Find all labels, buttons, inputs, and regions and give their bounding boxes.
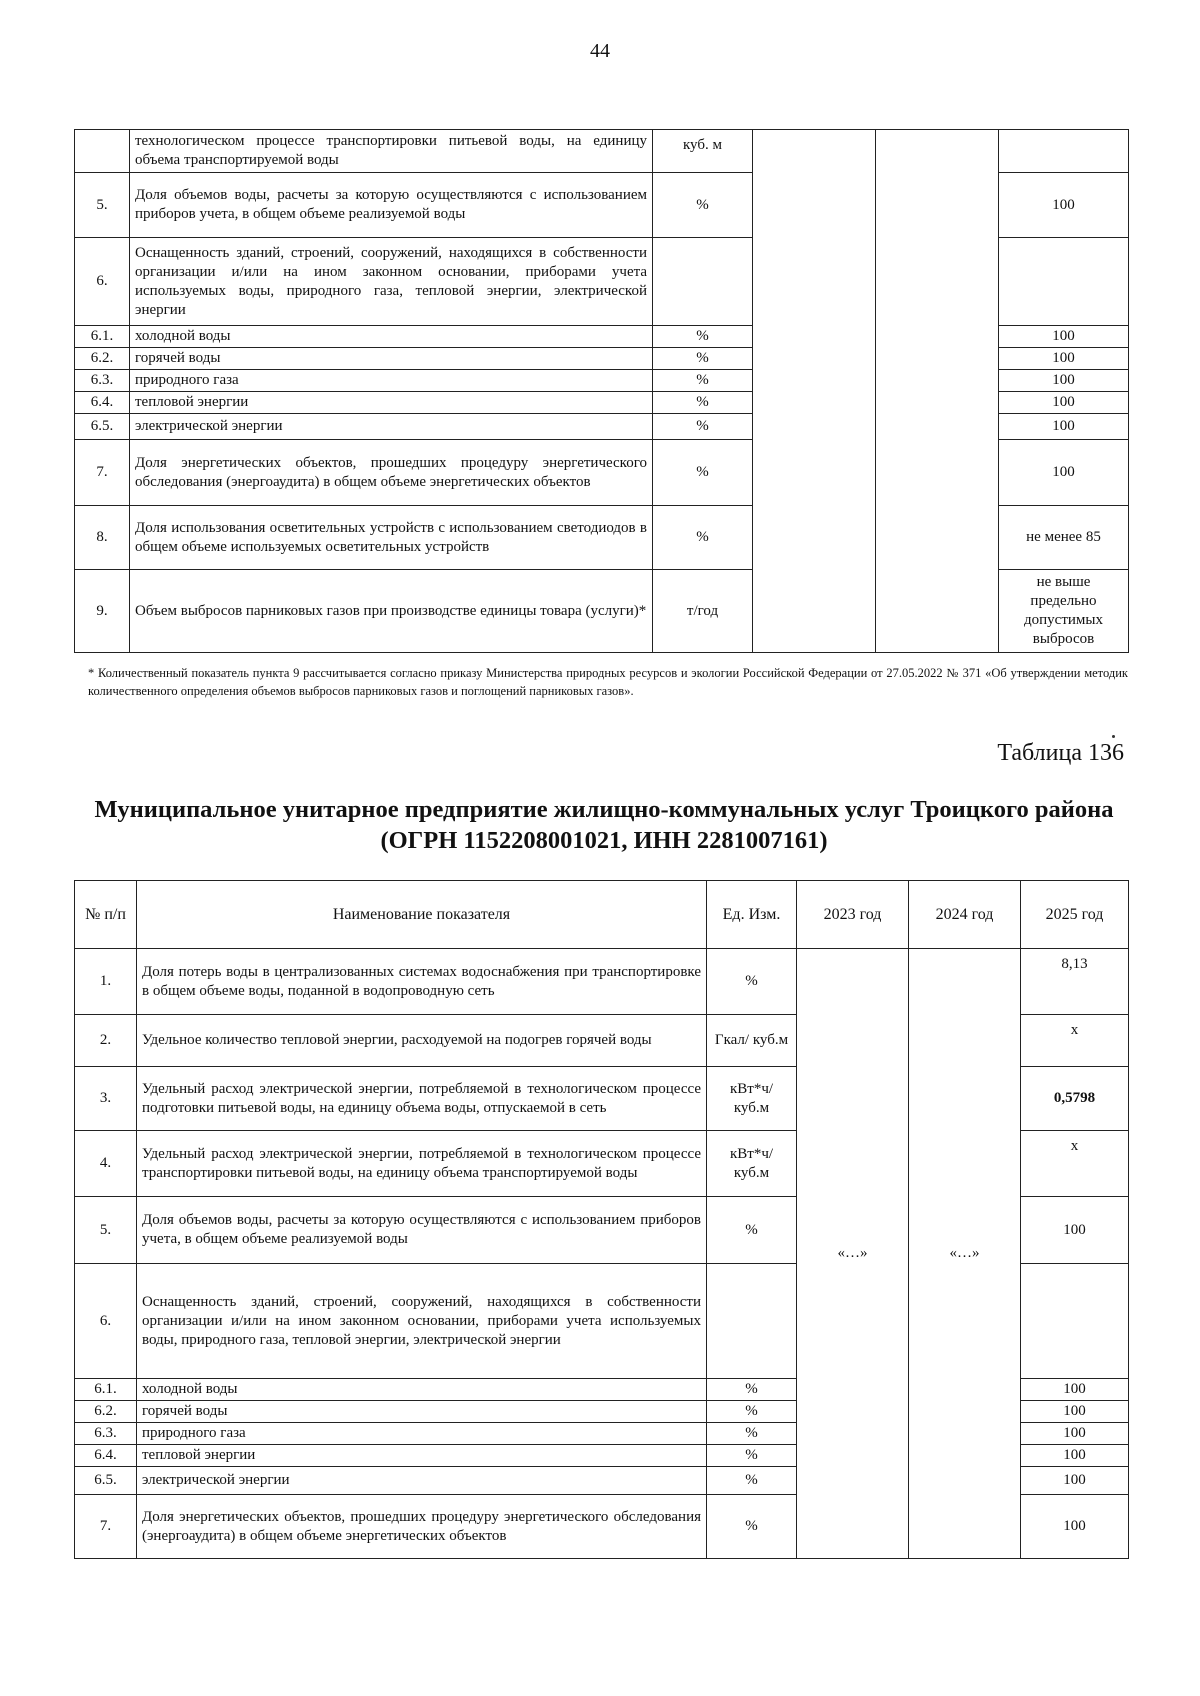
row-number: 6.2. [75, 348, 130, 370]
row-number: 6.2. [75, 1401, 137, 1423]
page-number: 44 [590, 40, 610, 62]
unit: % [707, 1197, 797, 1264]
unit: % [653, 440, 753, 506]
unit: куб. м [653, 130, 753, 173]
unit: % [653, 326, 753, 348]
value: 100 [999, 348, 1129, 370]
indicator-name: Доля объемов воды, расчеты за которую осуществляются с использованием приборов учета, в общем объеме реализуемой воды [137, 1197, 707, 1264]
continuation-table [74, 129, 1129, 653]
row-number: 7. [75, 440, 130, 506]
unit: Гкал/ куб.м [707, 1015, 797, 1067]
unit: т/год [653, 570, 753, 653]
value-2025: х [1021, 1015, 1129, 1067]
value-2025: 8,13 [1021, 949, 1129, 1015]
row-number: 9. [75, 570, 130, 653]
row-number: 2. [75, 1015, 137, 1067]
value-2025: 100 [1021, 1467, 1129, 1495]
indicator-name: природного газа [137, 1423, 707, 1445]
indicator-name: электрической энергии [137, 1467, 707, 1495]
row-number: 6.4. [75, 392, 130, 414]
indicator-name: Доля объемов воды, расчеты за которую осуществляются с использованием приборов учета, в общем объеме реализуемой воды [130, 173, 653, 238]
indicator-name: тепловой энергии [137, 1445, 707, 1467]
unit: % [707, 1379, 797, 1401]
unit: % [707, 1467, 797, 1495]
row-number: 5. [75, 1197, 137, 1264]
indicator-name: Удельный расход электрической энергии, потребляемой в технологическом процессе подготовки питьевой воды, на единицу объема воды, отпускаемой в сеть [137, 1067, 707, 1131]
footnote: * Количественный показатель пункта 9 рассчитывается согласно приказу Министерства природных ресурсов и экологии Российской Федерации от 27.05.2022 № 371 «Об утверждении методик количественного определения объемов выбросов парниковых газов и поглощений парниковых газов». [88, 666, 1128, 698]
header-number: № п/п [75, 881, 137, 949]
row-number: 6.1. [75, 326, 130, 348]
indicator-name: холодной воды [137, 1379, 707, 1401]
unit [653, 238, 753, 326]
value: 100 [999, 440, 1129, 506]
indicator-name: тепловой энергии [130, 392, 653, 414]
value [999, 130, 1129, 173]
value: 100 [999, 370, 1129, 392]
organization-registration: (ОГРН 1152208001021, ИНН 2281007161) [380, 827, 828, 854]
scan-dot [1112, 735, 1115, 738]
indicator-name: Доля использования осветительных устройств с использованием светодиодов в общем объеме используемых осветительных устройств [130, 506, 653, 570]
unit: кВт*ч/ куб.м [707, 1067, 797, 1131]
value: 100 [999, 326, 1129, 348]
indicator-name: природного газа [130, 370, 653, 392]
value: 100 [999, 392, 1129, 414]
year-2023-merged-cell: «…» [797, 949, 909, 1559]
indicator-name: Удельный расход электрической энергии, потребляемой в технологическом процессе транспортировки питьевой воды, на единицу объема транспортируемой воды [137, 1131, 707, 1197]
table-label: Таблица 136 [997, 740, 1124, 766]
value-2025: 0,5798 [1021, 1067, 1129, 1131]
value-2025: 100 [1021, 1401, 1129, 1423]
row-number: 8. [75, 506, 130, 570]
row-number: 6.4. [75, 1445, 137, 1467]
table-row [75, 949, 1129, 1015]
indicator-name: Удельное количество тепловой энергии, расходуемой на подогрев горячей воды [137, 1015, 707, 1067]
indicator-name: Объем выбросов парниковых газов при производстве единицы товара (услуги)* [130, 570, 653, 653]
value: не выше предельно допустимых выбросов [999, 570, 1129, 653]
row-number: 6.5. [75, 1467, 137, 1495]
unit: % [707, 1423, 797, 1445]
unit: % [707, 1445, 797, 1467]
row-number: 6. [75, 238, 130, 326]
row-number: 7. [75, 1495, 137, 1559]
value-2025 [1021, 1264, 1129, 1379]
row-number: 6.1. [75, 1379, 137, 1401]
indicator-name: Доля энергетических объектов, прошедших процедуру энергетического обследования (энергоаудита) в общем объеме энергетических объектов [137, 1495, 707, 1559]
row-number: 6.3. [75, 370, 130, 392]
unit: % [653, 506, 753, 570]
organization-name: Муниципальное унитарное предприятие жилищно-коммунальных услуг Троицкого района [94, 796, 1114, 823]
organization-title [74, 794, 1134, 856]
value: 100 [999, 414, 1129, 440]
value [999, 238, 1129, 326]
value-2025: 100 [1021, 1197, 1129, 1264]
value: 100 [999, 173, 1129, 238]
unit: кВт*ч/ куб.м [707, 1131, 797, 1197]
row-number [75, 130, 130, 173]
indicators-table [74, 880, 1129, 1559]
unit: % [653, 370, 753, 392]
header-2024: 2024 год [909, 881, 1021, 949]
row-number: 6.5. [75, 414, 130, 440]
indicator-name: горячей воды [137, 1401, 707, 1423]
value-2025: 100 [1021, 1445, 1129, 1467]
value-2025: 100 [1021, 1379, 1129, 1401]
year-2024-merged-cell [876, 130, 999, 653]
row-number: 6. [75, 1264, 137, 1379]
indicator-name: горячей воды [130, 348, 653, 370]
indicator-name: Оснащенность зданий, строений, сооружений, находящихся в собственности организации и/или на ином законном основании, приборами учета используемых воды, природного газа, тепловой энергии, электрической энергии [130, 238, 653, 326]
header-name: Наименование показателя [137, 881, 707, 949]
header-2023: 2023 год [797, 881, 909, 949]
indicator-name: электрической энергии [130, 414, 653, 440]
row-number: 3. [75, 1067, 137, 1131]
value-2025: 100 [1021, 1495, 1129, 1559]
unit: % [707, 949, 797, 1015]
value-2025: х [1021, 1131, 1129, 1197]
row-number: 1. [75, 949, 137, 1015]
year-2024-merged-cell: «…» [909, 949, 1021, 1559]
unit: % [707, 1401, 797, 1423]
row-number: 4. [75, 1131, 137, 1197]
value: не менее 85 [999, 506, 1129, 570]
unit: % [707, 1495, 797, 1559]
table-header-row [75, 881, 1129, 949]
year-2023-merged-cell [753, 130, 876, 653]
unit: % [653, 392, 753, 414]
indicator-name: Доля потерь воды в централизованных системах водоснабжения при транспортировке в общем объеме воды, поданной в водопроводную сеть [137, 949, 707, 1015]
row-number: 5. [75, 173, 130, 238]
header-unit: Ед. Изм. [707, 881, 797, 949]
value-2025: 100 [1021, 1423, 1129, 1445]
indicator-name: холодной воды [130, 326, 653, 348]
table-row [75, 130, 1129, 173]
unit: % [653, 414, 753, 440]
indicator-name: Доля энергетических объектов, прошедших процедуру энергетического обследования (энергоаудита) в общем объеме энергетических объектов [130, 440, 653, 506]
row-number: 6.3. [75, 1423, 137, 1445]
indicator-name: технологическом процессе транспортировки питьевой воды, на единицу объема транспортируемой воды [130, 130, 653, 173]
unit: % [653, 173, 753, 238]
indicator-name: Оснащенность зданий, строений, сооружений, находящихся в собственности организации и/или на ином законном основании, приборами учета используемых воды, природного газа, тепловой энергии, электрической энергии [137, 1264, 707, 1379]
header-2025: 2025 год [1021, 881, 1129, 949]
unit: % [653, 348, 753, 370]
unit [707, 1264, 797, 1379]
